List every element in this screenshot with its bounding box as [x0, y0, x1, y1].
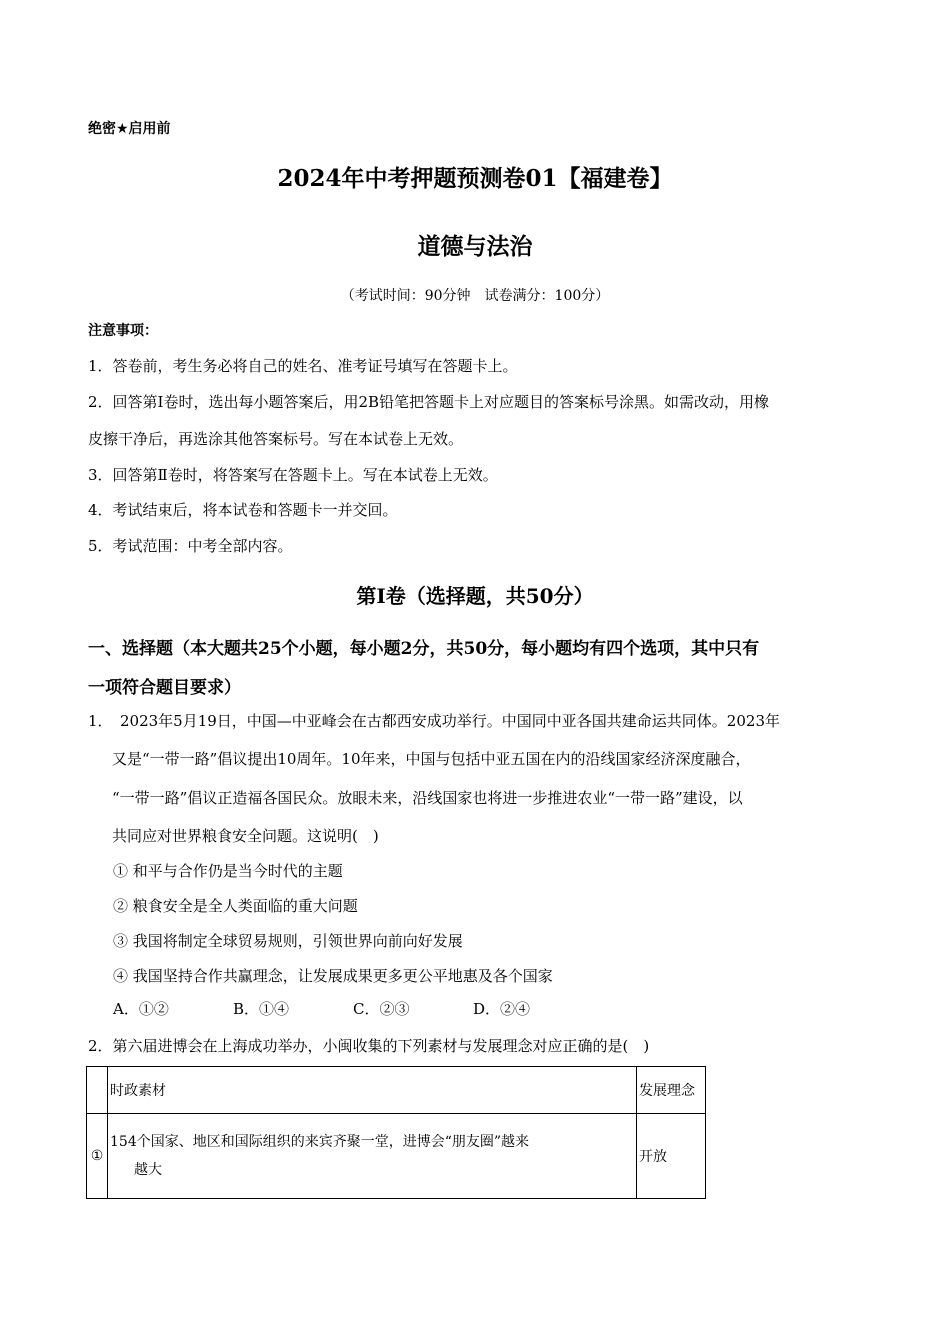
note-item-3: 3．回答第Ⅱ卷时，将答案写在答题卡上。写在本试卷上无效。	[88, 466, 498, 484]
exam-info: （考试时间：90分钟 试卷满分：100分）	[340, 288, 610, 304]
row-material-line-1: 154个国家、地区和国际组织的来宾齐聚一堂，进博会“朋友圈”越来	[110, 1134, 530, 1150]
section-instructions-line-1: 一、选择题（本大题共25个小题，每小题2分，共50分，每小题均有四个选项，其中只有	[88, 639, 760, 659]
row-material	[108, 1114, 637, 1199]
confidential-label: 绝密★启用前	[88, 121, 171, 137]
column-header-concept: 发展理念	[637, 1067, 706, 1114]
notes-heading: 注意事项：	[88, 323, 158, 339]
material-table	[86, 1066, 706, 1199]
choice-b[interactable]: B．①④	[233, 1000, 290, 1018]
question-stem-line: 2023年5月19日，中国—中亚峰会在古都西安成功举行。中国同中亚各国共建命运共同体。2023年	[120, 712, 780, 730]
question-stem-line: 又是“一带一路”倡议提出10周年。10年来，中国与包括中亚五国在内的沿线国家经济深度融合，	[112, 750, 751, 768]
question-number: 1．	[88, 712, 113, 730]
question-2-stem: 2．第六届进博会在上海成功举办，小闽收集的下列素材与发展理念对应正确的是( )	[88, 1037, 650, 1055]
row-concept: 开放	[637, 1114, 706, 1199]
table-cell	[87, 1067, 108, 1114]
table-row	[87, 1114, 706, 1199]
statement-1: ① 和平与合作仍是当今时代的主题	[113, 862, 343, 880]
answer-choices	[113, 998, 593, 1019]
subject-title: 道德与法治	[417, 233, 533, 260]
table-header-row	[87, 1067, 706, 1114]
statement-3: ③ 我国将制定全球贸易规则，引领世界向前向好发展	[113, 932, 463, 950]
choice-d[interactable]: D．②④	[473, 1000, 531, 1018]
section-title: 第Ⅰ卷（选择题，共50分）	[356, 584, 594, 608]
note-item-2-line-1: 2．回答第Ⅰ卷时，选出每小题答案后，用2B铅笔把答题卡上对应题目的答案标号涂黑。如需改动，用橡	[88, 393, 770, 411]
exam-title: 2024年中考押题预测卷01【福建卷】	[277, 165, 673, 192]
note-item-5: 5．考试范围：中考全部内容。	[88, 537, 293, 555]
note-item-4: 4．考试结束后，将本试卷和答题卡一并交回。	[88, 501, 398, 519]
choice-a[interactable]: A．①②	[113, 1000, 169, 1018]
note-item-1: 1．答卷前，考生务必将自己的姓名、准考证号填写在答题卡上。	[88, 357, 518, 375]
note-item-2-line-2: 皮擦干净后，再选涂其他答案标号。写在本试卷上无效。	[88, 430, 464, 448]
question-stem-line: “一带一路”倡议正造福各国民众。放眼未来，沿线国家也将进一步推进农业“一带一路”建设，以	[112, 789, 743, 807]
question-stem-line: 共同应对世界粮食安全问题。这说明( )	[112, 827, 379, 845]
section-instructions-line-2: 一项符合题目要求）	[88, 678, 241, 698]
choice-c[interactable]: C．②③	[353, 1000, 410, 1018]
statement-2: ② 粮食安全是全人类面临的重大问题	[113, 897, 358, 915]
row-material-line-2: 越大	[134, 1162, 162, 1178]
statement-4: ④ 我国坚持合作共赢理念，让发展成果更多更公平地惠及各个国家	[113, 967, 553, 985]
column-header-material: 时政素材	[108, 1067, 637, 1114]
row-marker: ①	[87, 1114, 108, 1199]
